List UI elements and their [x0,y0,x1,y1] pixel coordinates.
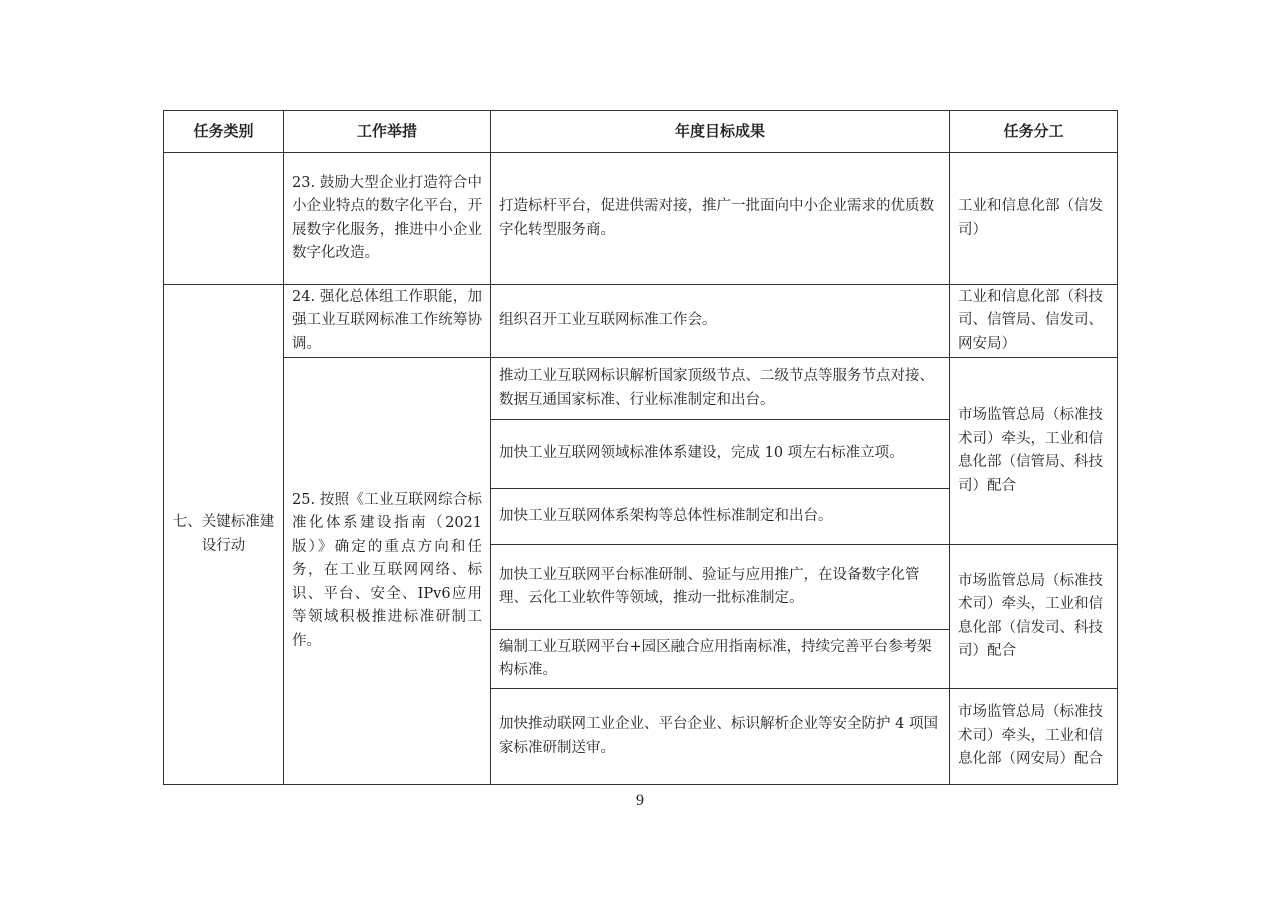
table-row [164,358,1118,420]
division-cell: 市场监管总局（标准技术司）牵头，工业和信息化部（信管局、科技司）配合 [950,358,1118,545]
header-division: 任务分工 [950,111,1118,153]
header-target: 年度目标成果 [491,111,950,153]
page-number: 9 [636,792,644,809]
task-table [163,110,1118,785]
measure-cell: 24. 强化总体组工作职能，加强工业互联网标准工作统筹协调。 [284,285,491,358]
target-cell: 加快工业互联网体系架构等总体性标准制定和出台。 [491,489,950,545]
division-cell: 市场监管总局（标准技术司）牵头，工业和信息化部（信发司、科技司）配合 [950,545,1118,689]
table-header-row [164,111,1118,153]
division-cell: 市场监管总局（标准技术司）牵头，工业和信息化部（网安局）配合 [950,689,1118,785]
target-cell: 编制工业互联网平台+园区融合应用指南标准，持续完善平台参考架构标准。 [491,630,950,689]
table-row [164,153,1118,285]
target-cell: 加快工业互联网领域标准体系建设，完成 10 项左右标准立项。 [491,420,950,489]
division-cell: 工业和信息化部（信发司） [950,153,1118,285]
measure-cell: 23. 鼓励大型企业打造符合中小企业特点的数字化平台，开展数字化服务，推进中小企业数字化改造。 [284,153,491,285]
header-category: 任务类别 [164,111,284,153]
category-cell-empty [164,153,284,285]
target-cell: 打造标杆平台，促进供需对接，推广一批面向中小企业需求的优质数字化转型服务商。 [491,153,950,285]
table-row [164,285,1118,358]
division-cell: 工业和信息化部（科技司、信管局、信发司、网安局） [950,285,1118,358]
target-cell: 组织召开工业互联网标准工作会。 [491,285,950,358]
target-cell: 加快工业互联网平台标准研制、验证与应用推广，在设备数字化管理、云化工业软件等领域，推动一批标准制定。 [491,545,950,630]
header-measure: 工作举措 [284,111,491,153]
measure-cell: 25. 按照《工业互联网综合标准化体系建设指南（2021版）》确定的重点方向和任务，在工业互联网网络、标识、平台、安全、IPv6应用等领域积极推进标准研制工作。 [284,358,491,785]
category-cell: 七、关键标准建设行动 [164,285,284,785]
target-cell: 加快推动联网工业企业、平台企业、标识解析企业等安全防护 4 项国家标准研制送审。 [491,689,950,785]
target-cell: 推动工业互联网标识解析国家顶级节点、二级节点等服务节点对接、数据互通国家标准、行业标准制定和出台。 [491,358,950,420]
